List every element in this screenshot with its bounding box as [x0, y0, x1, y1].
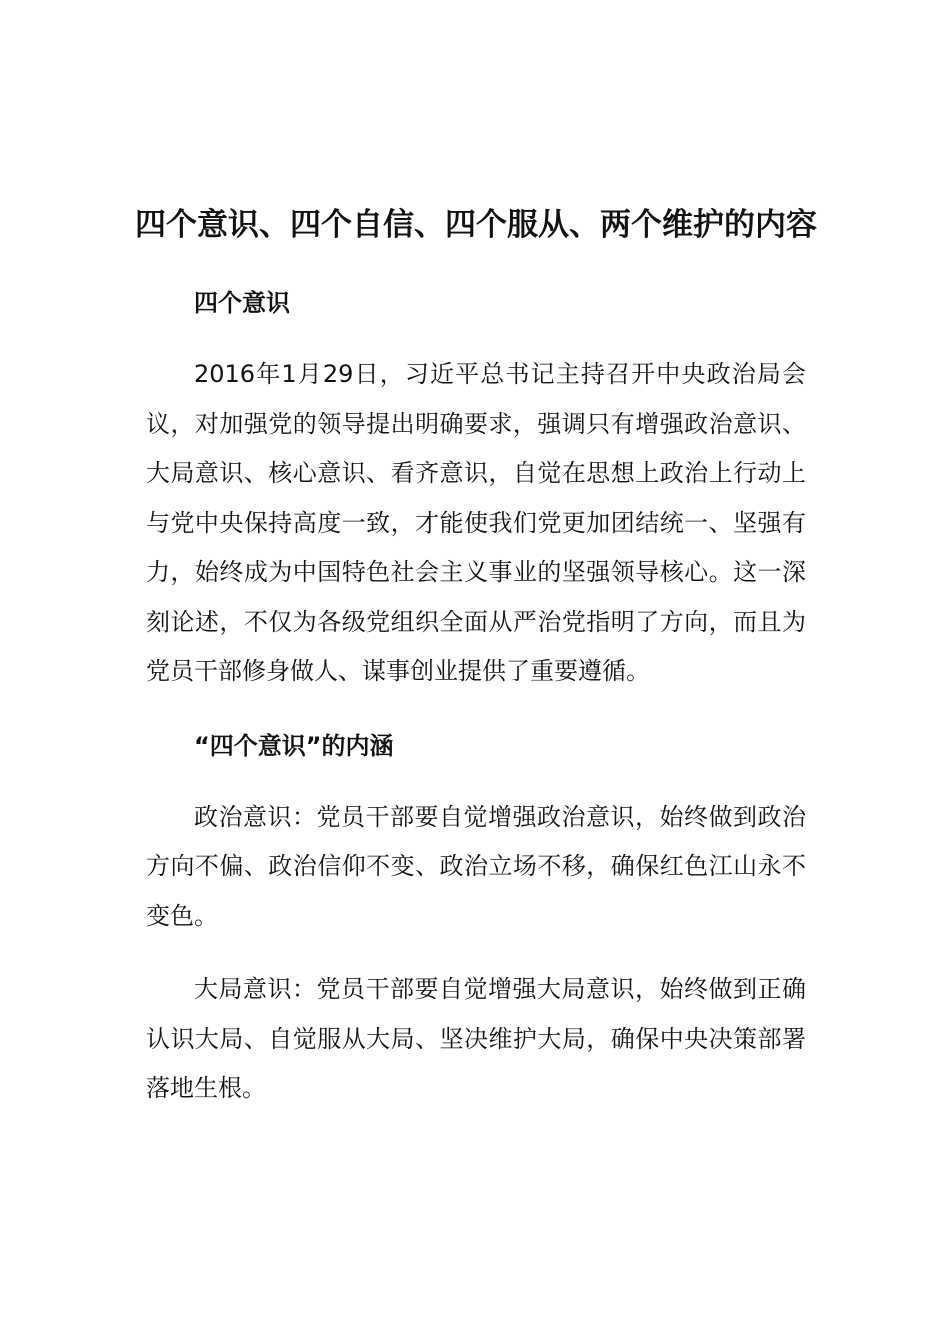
intro-paragraph: 2016年1月29日，习近平总书记主持召开中央政治局会议，对加强党的领导提出明确要求，强调只有增强政治意识、大局意识、核心意识、看齐意识，自觉在思想上政治上行动上与党中央保持高度一致，才能使我们党更加团结统一、坚强有力，始终成为中国特色社会主义事业的坚强领导核心。这一深刻论述，不仅为各级党组织全面从严治党指明了方向，而且为党员干部修身做人、谋事创业提供了重要遵循。	[146, 360, 806, 685]
section-heading-connotation: “四个意识”的内涵	[194, 731, 394, 760]
section-heading-four-awareness: 四个意识	[194, 289, 290, 317]
paragraph-overall-awareness: 大局意识：党员干部要自觉增强大局意识，始终做到正确认识大局、自觉服从大局、坚决维护大局，确保中央决策部署落地生根。	[146, 975, 806, 1102]
paragraph-political-awareness: 政治意识：党员干部要自觉增强政治意识，始终做到政治方向不偏、政治信仰不变、政治立场不移，确保红色江山永不变色。	[146, 802, 806, 930]
document-title: 四个意识、四个自信、四个服从、两个维护的内容	[135, 207, 817, 243]
document-page	[135, 200, 817, 1114]
